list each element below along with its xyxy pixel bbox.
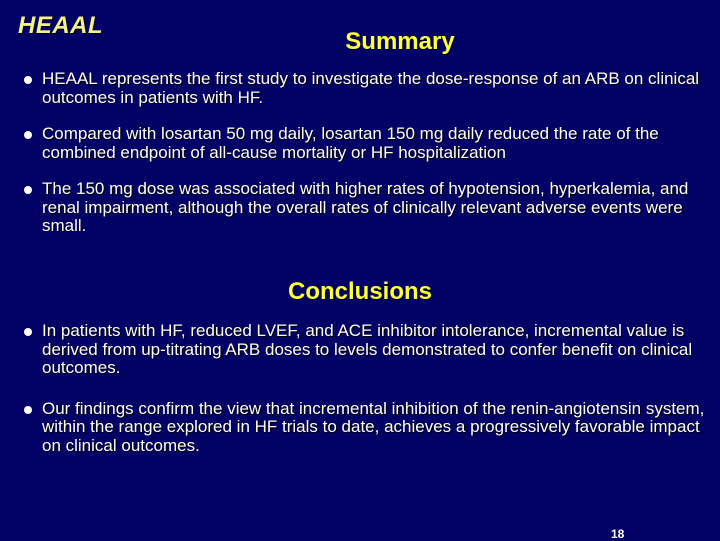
summary-bullet bbox=[18, 125, 708, 162]
conclusion-bullet-text: In patients with HF, reduced LVEF, and ACE inhibitor intolerance, incremental value is derived from up-titrating ARB doses to levels demonstrated to confer benefit on clinical outcomes. bbox=[42, 321, 693, 377]
heaal-logo: HEAAL bbox=[18, 12, 104, 39]
summary-bullet bbox=[18, 180, 708, 236]
summary-bullet-text: Compared with losartan 50 mg daily, losartan 150 mg daily reduced the rate of the combined endpoint of all-cause mortality or HF hospitalization bbox=[42, 124, 659, 162]
summary-bullet-text: The 150 mg dose was associated with higher rates of hypotension, hyperkalemia, and renal impairment, although the overall rates of clinically relevant adverse events were small. bbox=[42, 179, 689, 235]
page-number: 18 bbox=[611, 527, 625, 541]
conclusions-heading: Conclusions bbox=[287, 278, 432, 305]
conclusion-bullet bbox=[18, 322, 708, 378]
summary-heading: Summary bbox=[345, 28, 455, 55]
summary-bullet-text: HEAAL represents the first study to investigate the dose-response of an ARB on clinical outcomes in patients with HF. bbox=[42, 69, 700, 107]
bullet-dot-icon bbox=[24, 131, 32, 139]
bullet-dot-icon bbox=[24, 406, 32, 414]
conclusion-bullet bbox=[18, 400, 708, 456]
conclusions-list bbox=[18, 322, 708, 477]
bullet-dot-icon bbox=[24, 328, 32, 336]
conclusion-bullet-text: Our findings confirm the view that incremental inhibition of the renin-angiotensin system, within the range explored in HF trials to date, achieves a progressively favorable impact on clinical outcomes. bbox=[42, 398, 705, 455]
bullet-dot-icon bbox=[24, 186, 32, 194]
summary-list bbox=[18, 70, 708, 254]
summary-bullet bbox=[18, 70, 708, 107]
bullet-dot-icon bbox=[24, 76, 32, 84]
